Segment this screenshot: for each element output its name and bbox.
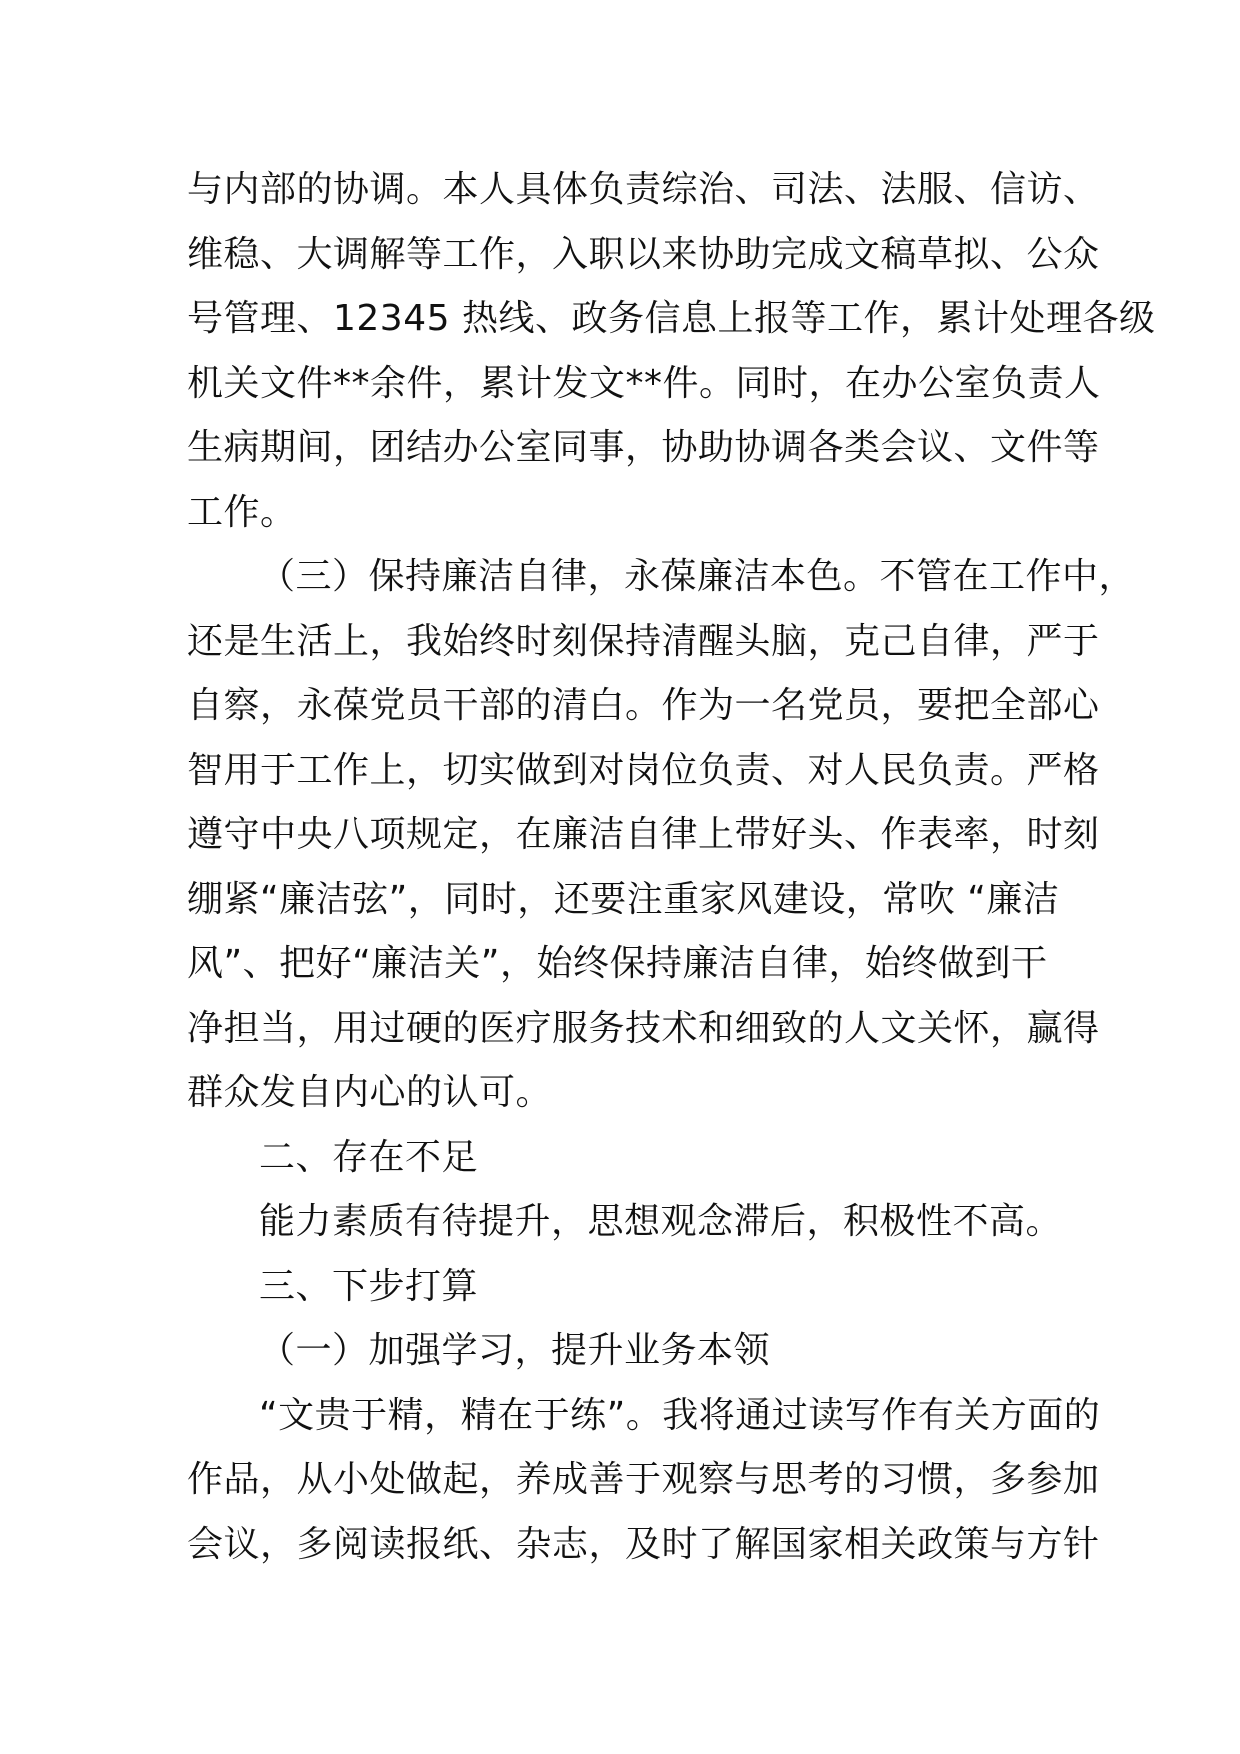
paragraph-integrity [187, 545, 1136, 1126]
text-line: 能力素质有待提升，思想观念滞后，积极性不高。 [259, 1201, 1063, 1242]
subsection-heading: （一）加强学习，提升业务本领 [259, 1330, 771, 1371]
section-heading-shortcomings [187, 1126, 1087, 1191]
subsection-heading-learning [187, 1319, 1087, 1384]
text-line: 号管理、12345 热线、政务信息上报等工作，累计处理各级 [187, 298, 1156, 339]
text-line: 工作。 [187, 491, 297, 533]
paragraph-learning [187, 1384, 1101, 1578]
text-line: （三）保持廉洁自律，永葆廉洁本色。不管在工作中， [259, 556, 1136, 597]
section-heading: 二、存在不足 [259, 1136, 479, 1178]
text-line: 自察，永葆党员干部的清白。作为一名党员，要把全部心 [187, 685, 1100, 726]
section-heading: 三、下步打算 [259, 1265, 479, 1307]
text-line: 作品，从小处做起，养成善于观察与思考的习惯，多参加 [187, 1459, 1100, 1500]
text-line: 遵守中央八项规定，在廉洁自律上带好头、作表率，时刻 [187, 814, 1100, 855]
text-line: 维稳、大调解等工作，入职以来协助完成文稿草拟、公众 [187, 233, 1100, 275]
text-line: 会议，多阅读报纸、杂志，及时了解国家相关政策与方针 [187, 1523, 1100, 1565]
text-line: 风”、把好“廉洁关”，始终保持廉洁自律，始终做到干 [187, 943, 1048, 984]
text-line: 生病期间，团结办公室同事，协助协调各类会议、文件等 [187, 427, 1100, 468]
text-line: 群众发自内心的认可。 [187, 1072, 553, 1113]
text-line: 智用于工作上，切实做到对岗位负责、对人民负责。严格 [187, 749, 1100, 791]
paragraph-shortcomings [187, 1190, 1087, 1255]
section-heading-next-steps [187, 1255, 1087, 1320]
text-line: 绷紧“廉洁弦”，同时，还要注重家风建设，常吹 “廉洁 [187, 878, 1060, 920]
text-line: 还是生活上，我始终时刻保持清醒头脑，克己自律，严于 [187, 620, 1100, 662]
text-line: 机关文件**余件，累计发文**件。同时，在办公室负责人 [187, 362, 1101, 404]
document-body [187, 158, 1156, 1577]
text-line: “文贵于精，精在于练”。我将通过读写作有关方面的 [259, 1394, 1101, 1436]
paragraph-continuation [187, 158, 1156, 545]
text-line: 净担当，用过硬的医疗服务技术和细致的人文关怀，赢得 [187, 1007, 1100, 1049]
text-line: 与内部的协调。本人具体负责综治、司法、法服、信访、 [187, 169, 1100, 210]
